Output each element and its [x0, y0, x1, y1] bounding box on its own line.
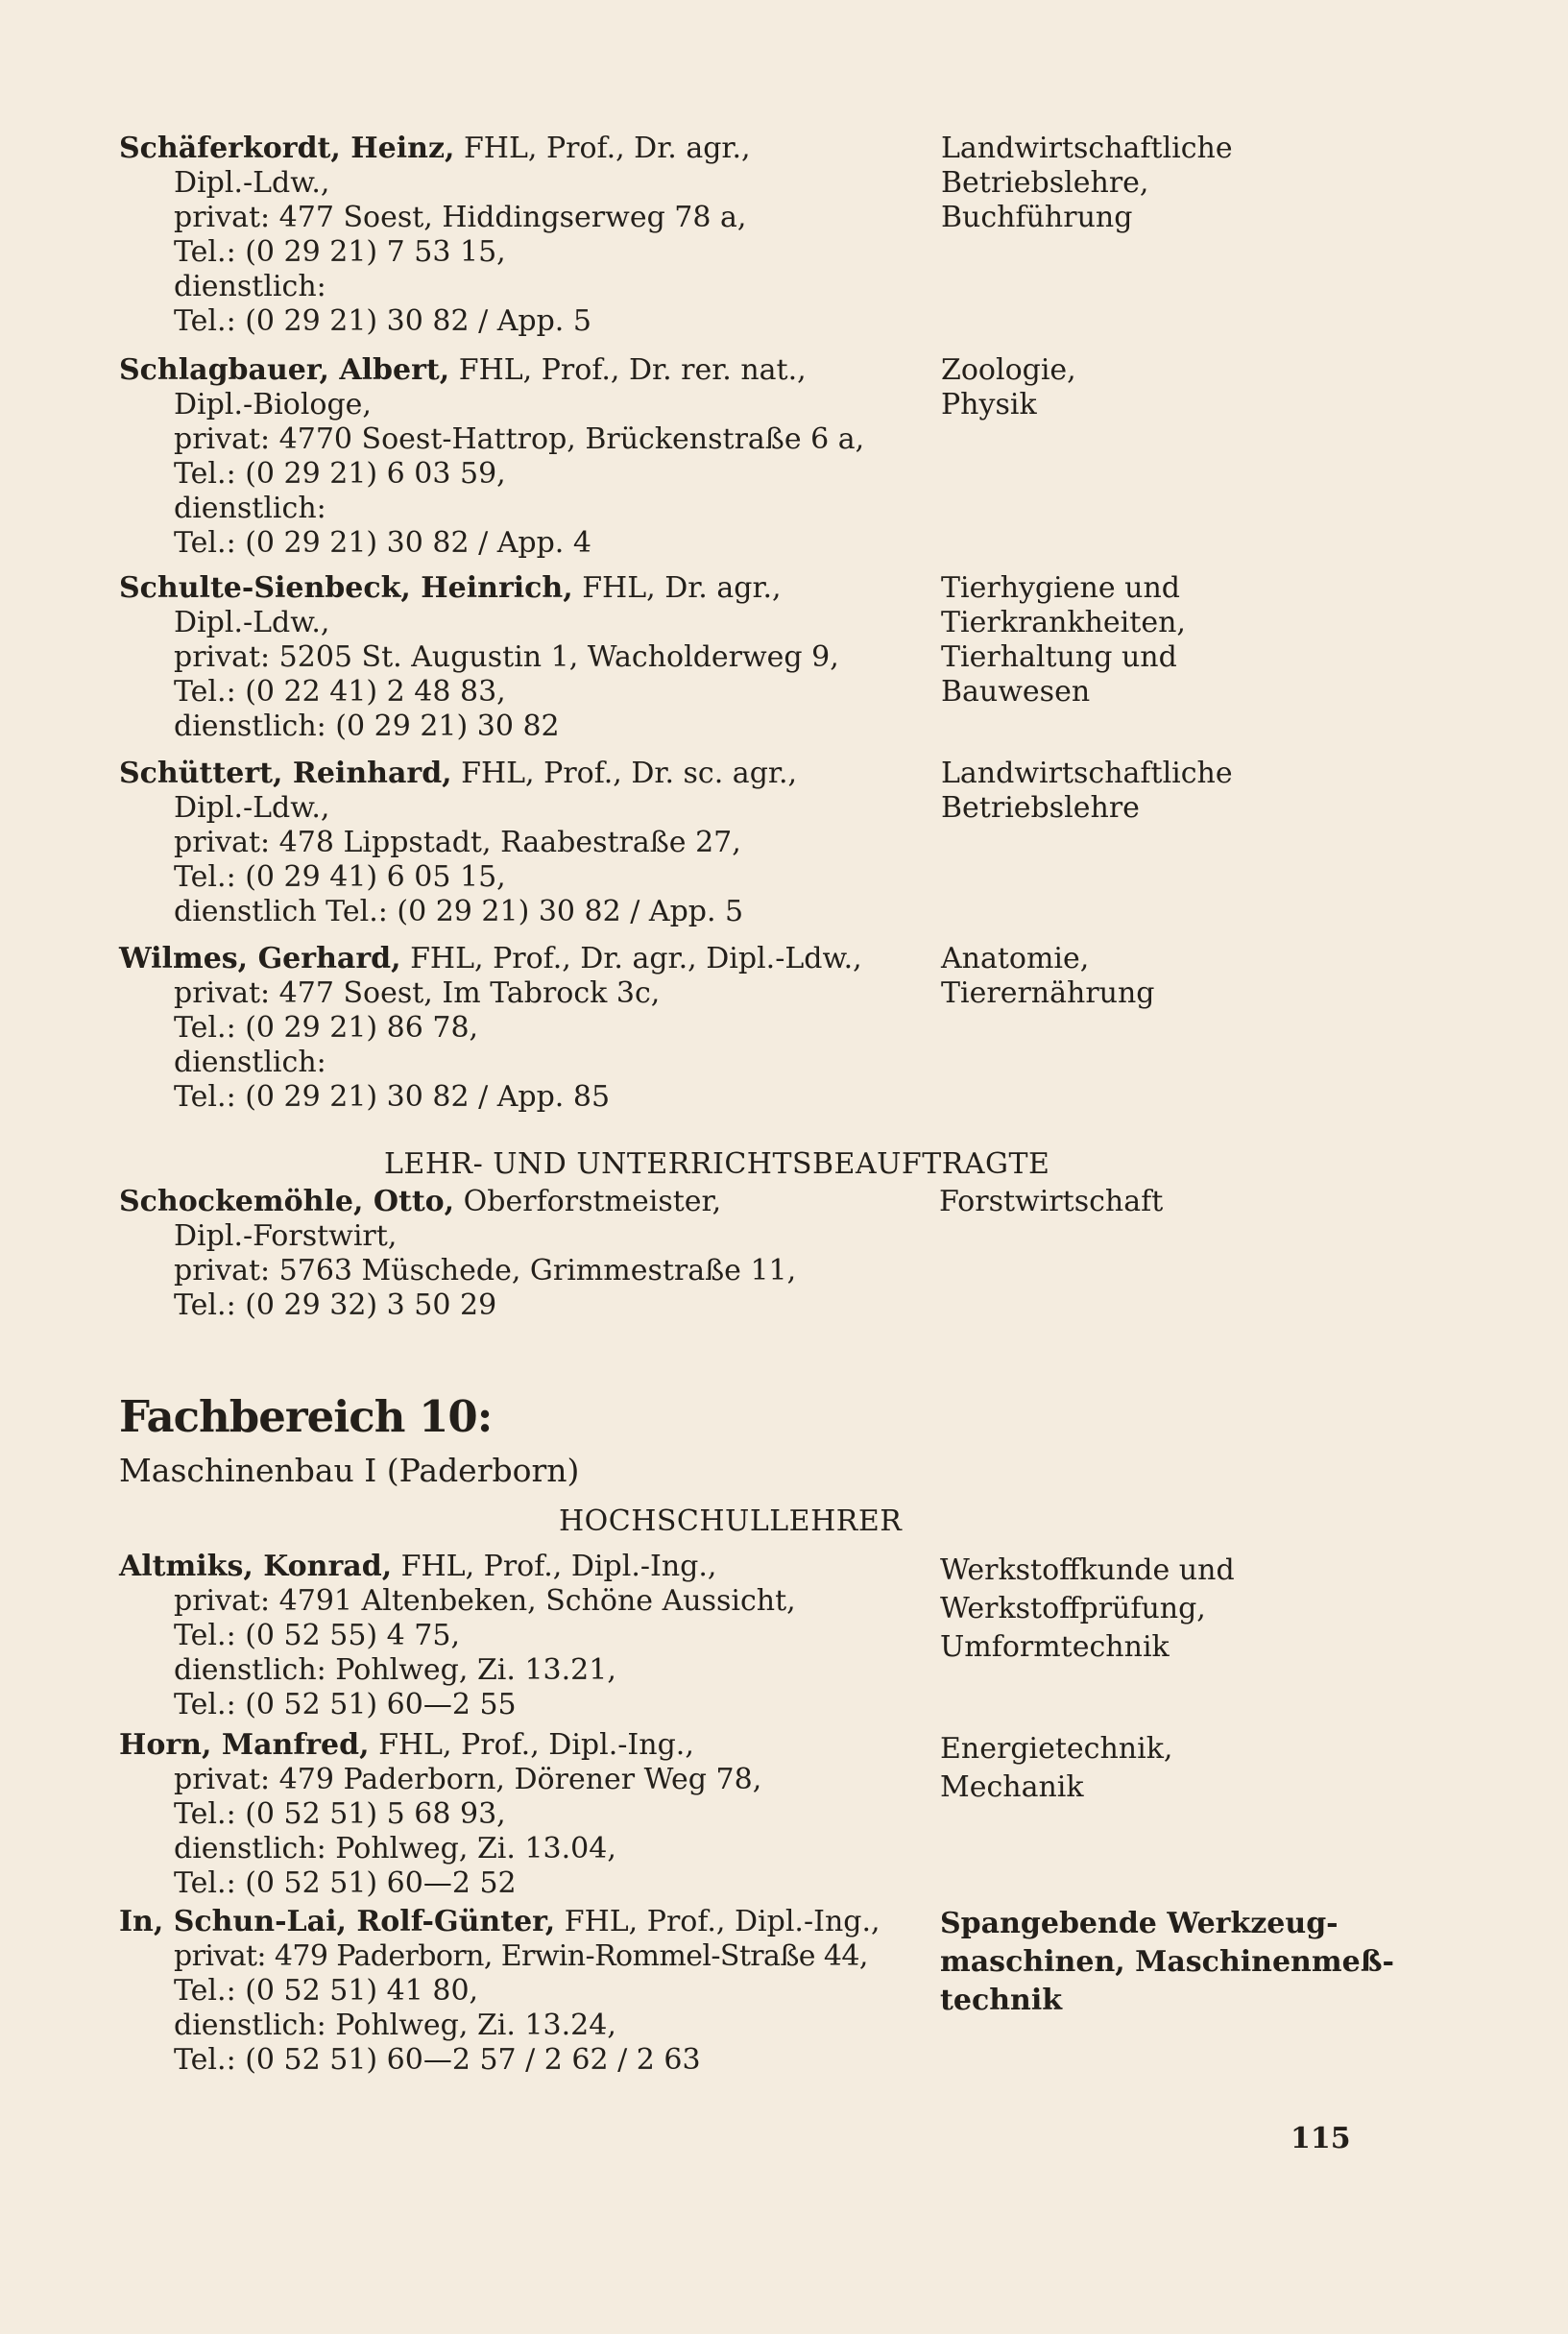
subject-line: Zoologie,	[941, 353, 1076, 387]
entry-subjects	[941, 757, 1479, 826]
entry-line: Tel.: (0 52 51) 60—2 57 / 2 62 / 2 63	[174, 2043, 701, 2077]
entry-line: Tel.: (0 52 51) 60—2 52	[174, 1866, 517, 1900]
person-title: FHL, Prof., Dr. agr., Dipl.-Ldw.,	[400, 942, 862, 975]
subject-line: Tierernährung	[941, 976, 1155, 1010]
entry-line: Tel.: (0 52 55) 4 75,	[174, 1619, 460, 1652]
person-title: FHL, Prof., Dipl.-Ing.,	[555, 1905, 880, 1938]
entry-details	[119, 757, 945, 929]
person-name: Wilmes, Gerhard,	[119, 942, 401, 975]
person-name: Altmiks, Konrad,	[119, 1550, 393, 1583]
entry-line: Dipl.-Ldw.,	[174, 166, 330, 200]
fachbereich-title: Fachbereich 10:	[119, 1391, 493, 1442]
person-title: FHL, Prof., Dr. rer. nat.,	[449, 353, 807, 387]
entry-line: dienstlich: Pohlweg, Zi. 13.24,	[174, 2009, 616, 2042]
entry-line: privat: 478 Lippstadt, Raabestraße 27,	[174, 826, 741, 859]
entry-details	[119, 1905, 945, 2078]
entry-line: Tel.: (0 29 21) 6 03 59,	[174, 457, 506, 491]
entry-line: Tel.: (0 52 51) 60—2 55	[174, 1688, 517, 1721]
entry-line: Tel.: (0 29 32) 3 50 29	[174, 1288, 497, 1322]
entry-line: privat: 479 Paderborn, Dörener Weg 78,	[174, 1763, 762, 1796]
entry-line: dienstlich:	[174, 1046, 326, 1079]
entry-subjects	[941, 132, 1479, 235]
entry-line: Dipl.-Ldw.,	[174, 791, 330, 825]
entry-header-line	[119, 1905, 945, 1939]
entry-header-line	[119, 571, 945, 606]
entry-line: Tel.: (0 29 21) 7 53 15,	[174, 235, 506, 269]
subject-line: technik	[940, 1984, 1063, 2017]
subject-line: Spangebende Werkzeug-	[940, 1907, 1339, 1940]
person-title: FHL, Dr. agr.,	[572, 571, 782, 605]
entry-subjects	[941, 353, 1479, 422]
entry-line: privat: 5763 Müschede, Grimmestraße 11,	[174, 1254, 797, 1287]
entry-details	[119, 1550, 945, 1722]
entry-details	[119, 353, 945, 561]
entry-line: Tel.: (0 29 21) 30 82 / App. 4	[174, 526, 591, 560]
entry-line: dienstlich:	[174, 492, 326, 525]
person-name: Horn, Manfred,	[119, 1728, 370, 1762]
entry-line: Dipl.-Forstwirt,	[174, 1219, 398, 1253]
entry-subjects	[939, 1185, 1477, 1219]
entry-details	[119, 1185, 945, 1323]
subject-line: Physik	[941, 388, 1037, 421]
entry-subjects	[941, 571, 1479, 710]
entry-line: dienstlich Tel.: (0 29 21) 30 82 / App. 5	[174, 895, 744, 928]
person-name: Schäferkordt, Heinz,	[119, 132, 455, 165]
entry-header-line	[119, 757, 945, 791]
entry-header-line	[119, 1728, 945, 1763]
entry-line: privat: 477 Soest, Im Tabrock 3c,	[174, 976, 661, 1010]
entry-line: dienstlich: (0 29 21) 30 82	[174, 710, 560, 743]
entry-details	[119, 942, 945, 1115]
section-heading-lehrbeauftragte: LEHR- UND UNTERRICHTSBEAUFTRAGTE	[384, 1147, 1050, 1181]
person-title: Oberforstmeister,	[454, 1185, 722, 1218]
section-heading-hochschullehrer: HOCHSCHULLEHRER	[559, 1504, 903, 1538]
person-name: Schüttert, Reinhard,	[119, 757, 452, 790]
subject-line: Werkstoffkunde und	[940, 1553, 1235, 1587]
subject-line: Landwirtschaftliche	[941, 757, 1233, 790]
entry-header-line	[119, 132, 945, 166]
entry-details	[119, 571, 945, 744]
entry-header-line	[119, 942, 945, 976]
entry-line: Tel.: (0 29 21) 86 78,	[174, 1011, 479, 1045]
subject-line: Betriebslehre	[941, 791, 1140, 825]
entry-line: Tel.: (0 52 51) 41 80,	[174, 1974, 479, 2008]
entry-details	[119, 132, 945, 339]
person-title: FHL, Prof., Dipl.-Ing.,	[392, 1550, 717, 1583]
subject-line: Landwirtschaftliche	[941, 132, 1233, 165]
entry-line: privat: 4770 Soest-Hattrop, Brückenstraße 6 a,	[174, 422, 865, 456]
person-name: Schulte-Sienbeck, Heinrich,	[119, 571, 573, 605]
subject-line: Buchführung	[941, 201, 1133, 234]
person-name: Schlagbauer, Albert,	[119, 353, 450, 387]
entry-line: Tel.: (0 29 41) 6 05 15,	[174, 860, 506, 894]
subject-line: Forstwirtschaft	[939, 1185, 1164, 1218]
page-number: 115	[1291, 2122, 1351, 2155]
entry-line: Tel.: (0 29 21) 30 82 / App. 85	[174, 1080, 611, 1114]
entry-line: privat: 479 Paderborn, Erwin-Rommel-Straße 44,	[174, 1939, 868, 1973]
subject-line: Mechanik	[940, 1770, 1084, 1804]
subject-line: Betriebslehre,	[941, 166, 1149, 200]
subject-line: Energietechnik,	[940, 1732, 1173, 1766]
entry-header-line	[119, 1550, 945, 1584]
person-name: In, Schun-Lai, Rolf-Günter,	[119, 1905, 556, 1938]
entry-line: Dipl.-Ldw.,	[174, 606, 330, 639]
person-title: FHL, Prof., Dr. sc. agr.,	[451, 757, 798, 790]
subject-line: Werkstoffprüfung,	[940, 1592, 1206, 1625]
entry-line: Tel.: (0 22 41) 2 48 83,	[174, 675, 506, 709]
subject-line: Umformtechnik	[940, 1630, 1170, 1664]
entry-line: Tel.: (0 52 51) 5 68 93,	[174, 1797, 506, 1831]
subject-line: maschinen, Maschinenmeß-	[940, 1945, 1394, 1979]
entry-line: privat: 477 Soest, Hiddingserweg 78 a,	[174, 201, 747, 234]
entry-line: Dipl.-Biologe,	[174, 388, 372, 421]
entry-line: privat: 5205 St. Augustin 1, Wacholderweg 9,	[174, 640, 839, 674]
entry-line: Tel.: (0 29 21) 30 82 / App. 5	[174, 304, 591, 338]
subject-line: Bauwesen	[941, 675, 1091, 709]
person-name: Schockemöhle, Otto,	[119, 1185, 455, 1218]
entry-line: dienstlich:	[174, 270, 326, 303]
entry-subjects	[940, 1552, 1478, 1667]
entry-header-line	[119, 1185, 945, 1219]
entry-line: dienstlich: Pohlweg, Zi. 13.04,	[174, 1832, 616, 1865]
entry-line: dienstlich: Pohlweg, Zi. 13.21,	[174, 1653, 616, 1687]
subject-line: Tierhygiene und	[941, 571, 1180, 605]
entry-details	[119, 1728, 945, 1901]
entry-subjects	[940, 1905, 1478, 2020]
entry-header-line	[119, 353, 945, 388]
person-title: FHL, Prof., Dipl.-Ing.,	[369, 1728, 694, 1762]
fachbereich-subtitle: Maschinenbau I (Paderborn)	[119, 1452, 580, 1489]
subject-line: Tierkrankheiten,	[941, 606, 1186, 639]
person-title: FHL, Prof., Dr. agr.,	[454, 132, 751, 165]
entry-subjects	[940, 1730, 1478, 1807]
subject-line: Tierhaltung und	[941, 640, 1177, 674]
subject-line: Anatomie,	[941, 942, 1090, 975]
entry-subjects	[941, 942, 1479, 1011]
entry-line: privat: 4791 Altenbeken, Schöne Aussicht,	[174, 1584, 796, 1618]
